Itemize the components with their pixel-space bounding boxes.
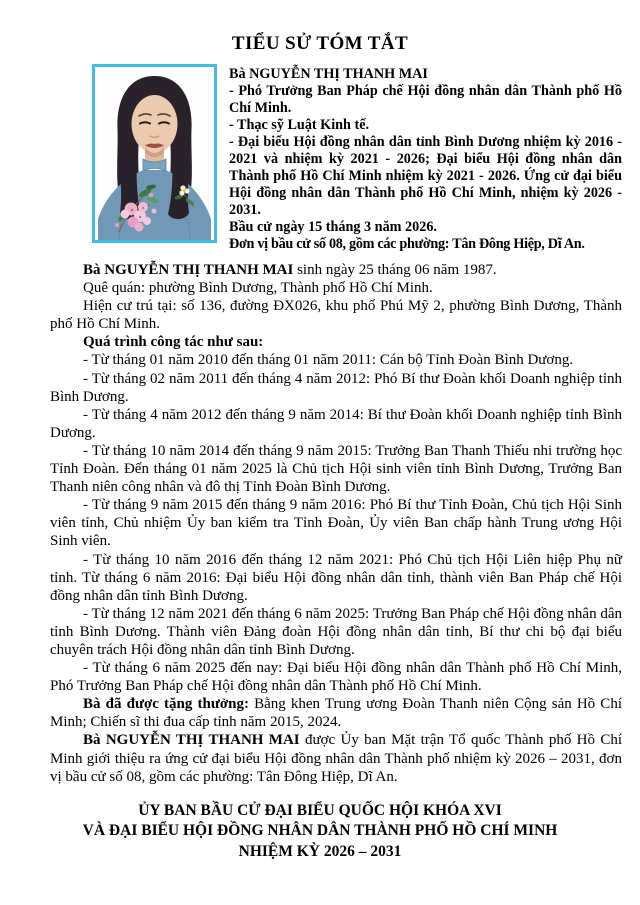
paragraph-text: sinh ngày 25 tháng 06 năm 1987. <box>293 262 497 278</box>
career-item <box>50 442 622 496</box>
career-item <box>50 370 622 406</box>
paragraph-text: - Từ tháng 9 năm 2015 đến tháng 9 năm 2016: Phó Bí thư Tỉnh Đoàn, Chủ tịch Hội Sinh viên tỉnh, Chủ nhiệm Ủy ban kiểm tra Tỉnh Đoàn, Ủy viên Ban chấp hành Trung ương Hội Sinh viên. <box>50 497 622 550</box>
paragraph-text: - Từ tháng 01 năm 2010 đến tháng 01 năm 2011: Cán bộ Tỉnh Đoàn Bình Dương. <box>83 352 574 369</box>
issuing-committee-footer <box>0 801 640 863</box>
career-item <box>50 659 622 695</box>
profile-summary <box>229 64 622 253</box>
paragraph-text: - Từ tháng 10 năm 2014 đến tháng 9 năm 2015: Trưởng Ban Thanh Thiếu nhi trường học Tỉnh Đoàn. Đến tháng 01 năm 2025 là Chủ tịch Hội sinh viên tỉnh Bình Dương, Trưởng Ban Thanh niên công nhân và đô thị Tỉnh Đoàn Bình Dương. <box>50 442 622 496</box>
candidate-photo <box>92 64 217 243</box>
bio-paragraph <box>50 279 622 297</box>
paragraph-lead: Bà NGUYỄN THỊ THANH MAI <box>83 732 300 749</box>
paragraph-text: - Từ tháng 10 năm 2016 đến tháng 12 năm 2021: Phó Chủ tịch Hội Liên hiệp Phụ nữ tỉnh. Từ tháng 6 năm 2016: Đại biểu Hội đồng nhân dân tỉnh, thành viên Ban Pháp chế Hội đồng nhân dân tỉnh Bình Dương. <box>50 551 622 604</box>
career-item <box>50 605 622 659</box>
profile-detail: Bầu cử ngày 15 tháng 3 năm 2026. <box>229 219 437 235</box>
career-item <box>50 496 622 550</box>
career-item <box>50 406 622 442</box>
career-item <box>50 351 622 369</box>
paragraph-text: được Ủy ban Mặt trận Tổ quốc Thành phố Hồ Chí Minh giới thiệu ra ứng cử đại biểu Hội đồng nhân dân Thành phố nhiệm kỳ 2026 – 2031, đơn vị bầu cử số 08, gồm các phường: Tân Đông Hiệp, Dĩ An. <box>50 732 623 785</box>
paragraph-text: - Từ tháng 6 năm 2025 đến nay: Đại biểu Hội đồng nhân dân Thành phố Hồ Chí Minh, Phó Trưởng Ban Pháp chế Hội đồng nhân dân Thành phố Hồ Chí Minh. <box>50 660 622 695</box>
header-section <box>92 64 622 253</box>
paragraph-lead: Bà NGUYỄN THỊ THANH MAI <box>83 262 294 278</box>
paragraph-lead: Quá trình công tác như sau: <box>83 334 264 351</box>
bio-paragraph <box>50 297 622 333</box>
profile-detail: - Đại biểu Hội đồng nhân dân tỉnh Bình Dương nhiệm kỳ 2016 - 2021 và nhiệm kỳ 2021 - 2026; Đại biểu Hội đồng nhân dân Thành phố Hồ Chí Minh nhiệm kỳ 2021 - 2026. Ứng cử đại biểu Hội đồng nhân dân Thành phố Hồ Chí Minh, nhiệm kỳ 2026 - 2031. <box>229 134 622 218</box>
paragraph-text: - Từ tháng 12 năm 2021 đến tháng 6 năm 2025: Trưởng Ban Pháp chế Hội đồng nhân dân tỉnh Bình Dương. Thành viên Đảng đoàn Hội đồng nhân dân tỉnh, Bí thư chi bộ đại biểu chuyên trách Hội đồng nhân dân tỉnh Bình Dương. <box>50 605 622 658</box>
candidate-name: Bà NGUYỄN THỊ THANH MAI <box>229 66 428 82</box>
footer-line: ỦY BAN BẦU CỬ ĐẠI BIỂU QUỐC HỘI KHÓA XVI <box>138 801 502 819</box>
career-item <box>50 551 622 605</box>
profile-detail: - Phó Trưởng Ban Pháp chế Hội đồng nhân dân Thành phố Hồ Chí Minh. <box>229 83 622 116</box>
section-heading <box>50 333 622 351</box>
biography-body <box>50 261 622 786</box>
nomination-paragraph <box>50 731 622 785</box>
paragraph-text: - Từ tháng 02 năm 2011 đến tháng 4 năm 2012: Phó Bí thư Đoàn khối Doanh nghiệp tỉnh Bình Dương. <box>50 370 622 405</box>
portrait-illustration <box>95 67 214 240</box>
footer-line: NHIỆM KỲ 2026 – 2031 <box>238 842 402 860</box>
paragraph-lead: Bà đã được tặng thưởng: <box>83 696 249 713</box>
awards-paragraph <box>50 695 622 731</box>
paragraph-text: - Từ tháng 4 năm 2012 đến tháng 9 năm 2014: Bí thư Đoàn khối Doanh nghiệp tỉnh Bình Dương. <box>50 406 622 441</box>
paragraph-text: Bằng khen Trung ương Đoàn Thanh niên Cộng sản Hồ Chí Minh; Chiến sĩ thi đua cấp tỉnh năm 2015, 2024. <box>50 696 622 731</box>
bio-paragraph <box>50 261 622 279</box>
document-title: TIỂU SỬ TÓM TẮT <box>231 33 409 54</box>
profile-detail: - Thạc sỹ Luật Kinh tế. <box>229 117 370 133</box>
profile-detail: Đơn vị bầu cử số 08, gồm các phường: Tân Đông Hiệp, Dĩ An. <box>229 236 585 252</box>
paragraph-text: Quê quán: phường Bình Dương, Thành phố Hồ Chí Minh. <box>83 280 433 297</box>
paragraph-text: Hiện cư trú tại: số 136, đường ĐX026, khu phố Phú Mỹ 2, phường Bình Dương, Thành phố Hồ Chí Minh. <box>50 298 622 333</box>
footer-line: VÀ ĐẠI BIỂU HỘI ĐỒNG NHÂN DÂN THÀNH PHỐ HỒ CHÍ MINH <box>82 822 558 840</box>
